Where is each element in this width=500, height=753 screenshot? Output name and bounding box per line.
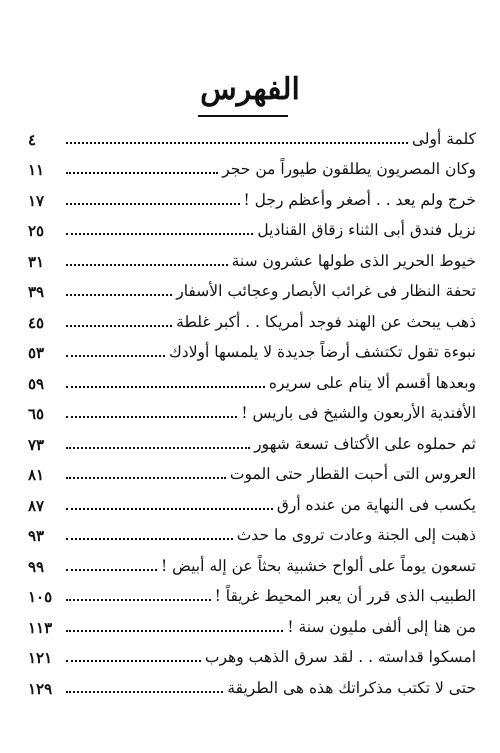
toc-entry-page: ١١ xyxy=(28,161,45,179)
page-title: الفهرس xyxy=(200,72,300,107)
toc-entry-title: امسكوا قداسته . . لقد سرق الذهب وهرب xyxy=(204,648,476,667)
toc-entry-title: ذهبت إلى الجنة وعادت تروى ما حدث xyxy=(236,526,476,545)
toc-entry-page: ١٢٩ xyxy=(28,679,53,698)
toc-entry[interactable] xyxy=(28,576,476,607)
dot-leader xyxy=(66,294,172,296)
toc-entry-page: ٨١ xyxy=(28,466,45,484)
toc-entry-title: خيوط الحرير الذى طولها عشرون سنة xyxy=(231,251,476,270)
toc-entry-page: ٥٩ xyxy=(28,374,45,393)
toc-entry-page: ١٢١ xyxy=(28,649,53,667)
toc-entry-title: الأفندية الأربعون والشيخ فى باريس ! xyxy=(241,404,476,423)
toc-entry-page: ٧٣ xyxy=(28,435,45,454)
toc-entry-title: تحفة النظار فى غرائب الأبصار وعجائب الأسفار xyxy=(176,282,476,301)
dot-leader xyxy=(66,538,233,540)
toc-entry-title: وبعدها أقسم ألا ينام على سريره xyxy=(268,373,476,392)
toc-entry[interactable] xyxy=(28,637,476,668)
toc-entry-page: ١١٣ xyxy=(28,618,53,637)
toc-entry-page: ٦٥ xyxy=(28,405,45,423)
dot-leader xyxy=(66,416,237,418)
dot-leader xyxy=(66,325,172,327)
toc-entry[interactable] xyxy=(28,118,476,149)
toc-entry[interactable] xyxy=(28,271,476,302)
dot-leader xyxy=(66,172,218,174)
toc-entry-title: من هنا إلى ألفى مليون سنة ! xyxy=(287,617,476,636)
dot-leader xyxy=(66,569,157,571)
toc-entry-title: خرج ولم يعد . . أصغر وأعظم رجل ! xyxy=(243,190,476,209)
toc-entry-page: ٣٩ xyxy=(28,283,45,301)
toc-entry-title: تسعون يوماً على ألواح خشبية بحثاً عن إله أبيض ! xyxy=(160,556,476,575)
toc-entry-title: نبوءة تقول تكتشف أرضاً جديدة لا يلمسها أولادك xyxy=(169,343,476,362)
toc-entry[interactable] xyxy=(28,210,476,241)
toc-entry[interactable] xyxy=(28,149,476,180)
toc-entry[interactable] xyxy=(28,362,476,393)
toc-entry-page: ٩٣ xyxy=(28,527,45,545)
toc-entry-page: ٩٩ xyxy=(28,557,45,576)
dot-leader xyxy=(66,447,250,449)
toc-entry[interactable] xyxy=(28,545,476,576)
toc-entry-page: ٢٥ xyxy=(28,222,45,240)
toc-entry-page: ٤٥ xyxy=(28,313,45,332)
dot-leader xyxy=(66,660,201,662)
toc-entry[interactable] xyxy=(28,179,476,210)
toc-list xyxy=(28,118,476,698)
toc-entry[interactable] xyxy=(28,393,476,424)
dot-leader xyxy=(66,599,211,601)
toc-entry-title: يكسب فى النهاية من عنده أرق xyxy=(276,495,476,514)
toc-entry-page: ٣١ xyxy=(28,252,45,271)
toc-entry-page: ١٠٥ xyxy=(28,588,53,606)
toc-entry-page: ٤ xyxy=(28,130,37,149)
toc-entry[interactable] xyxy=(28,454,476,485)
dot-leader xyxy=(66,477,226,479)
toc-entry[interactable] xyxy=(28,240,476,271)
dot-leader xyxy=(66,355,165,357)
dot-leader xyxy=(66,508,273,510)
toc-entry-page: ١٧ xyxy=(28,191,45,210)
toc-entry-page: ٥٣ xyxy=(28,344,45,362)
dot-leader xyxy=(66,203,240,205)
dot-leader xyxy=(66,233,253,235)
toc-entry[interactable] xyxy=(28,423,476,454)
toc-entry-title: ثم حملوه على الأكتاف تسعة شهور xyxy=(254,434,476,453)
dot-leader xyxy=(66,142,408,144)
toc-entry-title: ذهب يبحث عن الهند فوجد أمريكا . . أكبر غلطة xyxy=(176,312,476,331)
toc-entry-title: الطبيب الذى قرر أن يعبر المحيط غريقاً ! xyxy=(214,587,476,606)
dot-leader xyxy=(66,386,265,388)
toc-entry-page: ٨٧ xyxy=(28,496,45,515)
toc-entry[interactable] xyxy=(28,515,476,546)
toc-entry[interactable] xyxy=(28,484,476,515)
toc-entry[interactable] xyxy=(28,667,476,698)
toc-entry-title: حتى لا تكتب مذكراتك هذه هى الطريقة xyxy=(227,678,476,697)
dot-leader xyxy=(66,630,283,632)
toc-entry-title: كلمة أولى xyxy=(411,129,476,148)
toc-entry[interactable] xyxy=(28,606,476,637)
toc-entry-title: وكان المصريون يطلقون طيوراً من حجر xyxy=(222,160,476,179)
dot-leader xyxy=(66,691,223,693)
toc-entry[interactable] xyxy=(28,332,476,363)
toc-entry[interactable] xyxy=(28,301,476,332)
title-underline xyxy=(198,115,288,117)
toc-entry-title: نزيل فندق أبى الثناء زقاق القناديل xyxy=(257,221,476,240)
toc-entry-title: العروس التى أحبت القطار حتى الموت xyxy=(229,465,476,484)
dot-leader xyxy=(66,264,228,266)
